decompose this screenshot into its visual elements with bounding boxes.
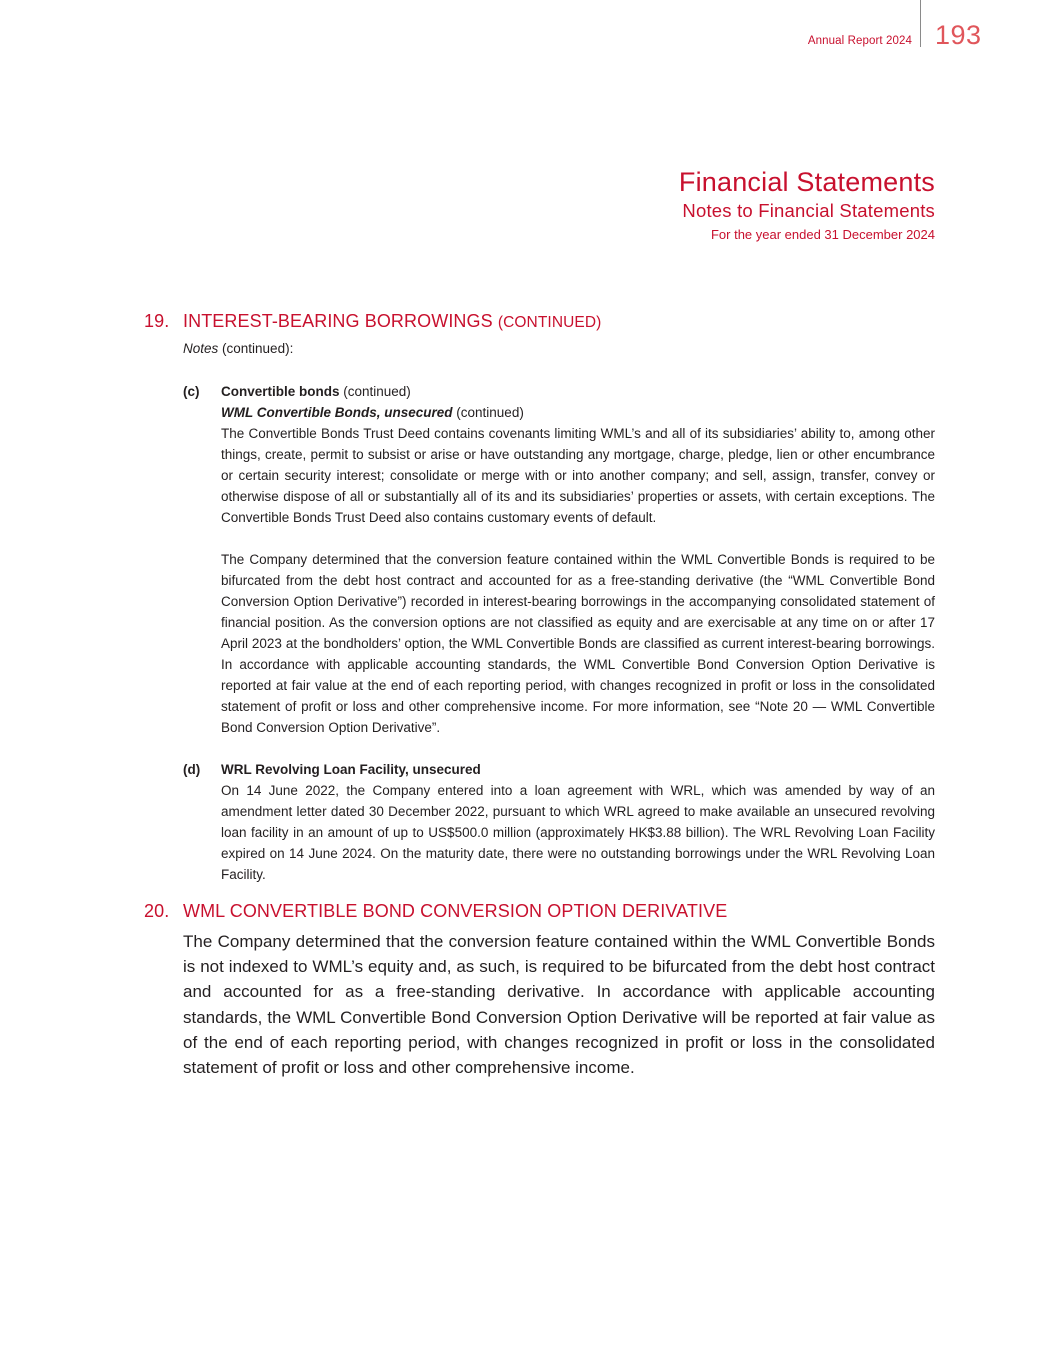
note-paragraph: On 14 June 2022, the Company entered into a loan agreement with WRL, which was amended by way of an amendment letter dated 30 December 2022, pursuant to which WRL agreed to make available an unsecured revolving loan facility in an amount of up to US$500.0 million (approximately HK$3.88 billion). The WRL Revolving Loan Facility expired on 14 June 2024. On the maturity date, there were no outstanding borrowings under the WRL Revolving Loan Facility. xyxy=(221,783,935,882)
page-title: Financial Statements xyxy=(678,167,935,197)
title-block xyxy=(679,166,935,246)
reporting-period: For the year ended 31 December 2024 xyxy=(710,227,935,242)
note-body xyxy=(221,381,935,738)
note-heading xyxy=(221,381,935,402)
note-heading-rest: (continued) xyxy=(339,384,411,399)
report-label: Annual Report 2024 xyxy=(807,35,912,47)
note-c xyxy=(183,381,935,738)
note-letter: (c) xyxy=(183,384,200,399)
section-number: 20. xyxy=(144,901,170,921)
note-letter: (d) xyxy=(183,762,201,777)
page-header xyxy=(0,0,1055,60)
note-heading-bold: Convertible bonds xyxy=(221,384,340,399)
section-continued-label: (CONTINUED) xyxy=(497,314,602,331)
header-divider xyxy=(920,0,921,47)
notes-label-italic: Notes xyxy=(183,341,219,356)
note-paragraph: The Company determined that the conversion feature contained within the WML Convertible Bonds is required to be bifurcated from the debt host contract and accounted for as a free-standing derivative (the “WML Convertible Bond Conversion Option Derivative”) recorded in interest-bearing borrowings in the accompanying consolidated statement of financial position. As the conversion options are not classified as equity and are exercisable at any time on or after 17 April 2023 at the bondholders’ option, the WML Convertible Bonds are classified as current interest-bearing borrowings. In accordance with applicable accounting standards, the WML Convertible Bond Conversion Option Derivative is reported at fair value at the end of each reporting period, with changes recognized in profit or loss in the consolidated statement of profit or loss and other comprehensive income. For more information, see “Note 20 — WML Convertible Bond Conversion Option Derivative”. xyxy=(221,552,935,735)
note-heading: WRL Revolving Loan Facility, unsecured xyxy=(221,762,481,777)
page-number: 193 xyxy=(935,20,982,50)
note-subheading-rest: (continued) xyxy=(452,405,524,420)
notes-label-rest: (continued): xyxy=(218,341,294,356)
page-subtitle: Notes to Financial Statements xyxy=(682,200,935,221)
section-number: 19. xyxy=(144,311,170,331)
note-subheading-bold-italic: WML Convertible Bonds, unsecured xyxy=(221,405,453,420)
main-content xyxy=(144,309,935,1080)
note-d xyxy=(183,759,935,885)
section-title: WML CONVERTIBLE BOND CONVERSION OPTION DERIVATIVE xyxy=(183,901,728,921)
note-paragraph: The Convertible Bonds Trust Deed contains covenants limiting WML’s and all of its subsidiaries’ ability to, among other things, create, permit to subsist or arise or have outstanding any mortgage, charge, pledge, lien or other encumbrance or certain security interest; consolidate or merge with or into another company; and sell, assign, transfer, convey or otherwise dispose of all or substantially all of its and its subsidiaries’ properties or assets, with certain exceptions. The Convertible Bonds Trust Deed also contains customary events of default. xyxy=(221,426,935,525)
note-body xyxy=(221,759,935,885)
section-title: INTEREST-BEARING BORROWINGS xyxy=(183,311,493,331)
section-20-paragraph: The Company determined that the conversion feature contained within the WML Convertible Bonds is not indexed to WML’s equity and, as such, is required to be bifurcated from the debt host contract and accounted for as a free-standing derivative. In accordance with applicable accounting standards, the WML Convertible Bond Conversion Option Derivative will be reported at fair value as of the end of each reporting period, with changes recognized in profit or loss in the consolidated statement of profit or loss and other comprehensive income. xyxy=(183,932,935,1078)
note-subheading xyxy=(221,402,935,423)
section-20-heading xyxy=(144,899,935,923)
notes-label xyxy=(183,338,935,359)
section-19-heading xyxy=(144,309,935,335)
